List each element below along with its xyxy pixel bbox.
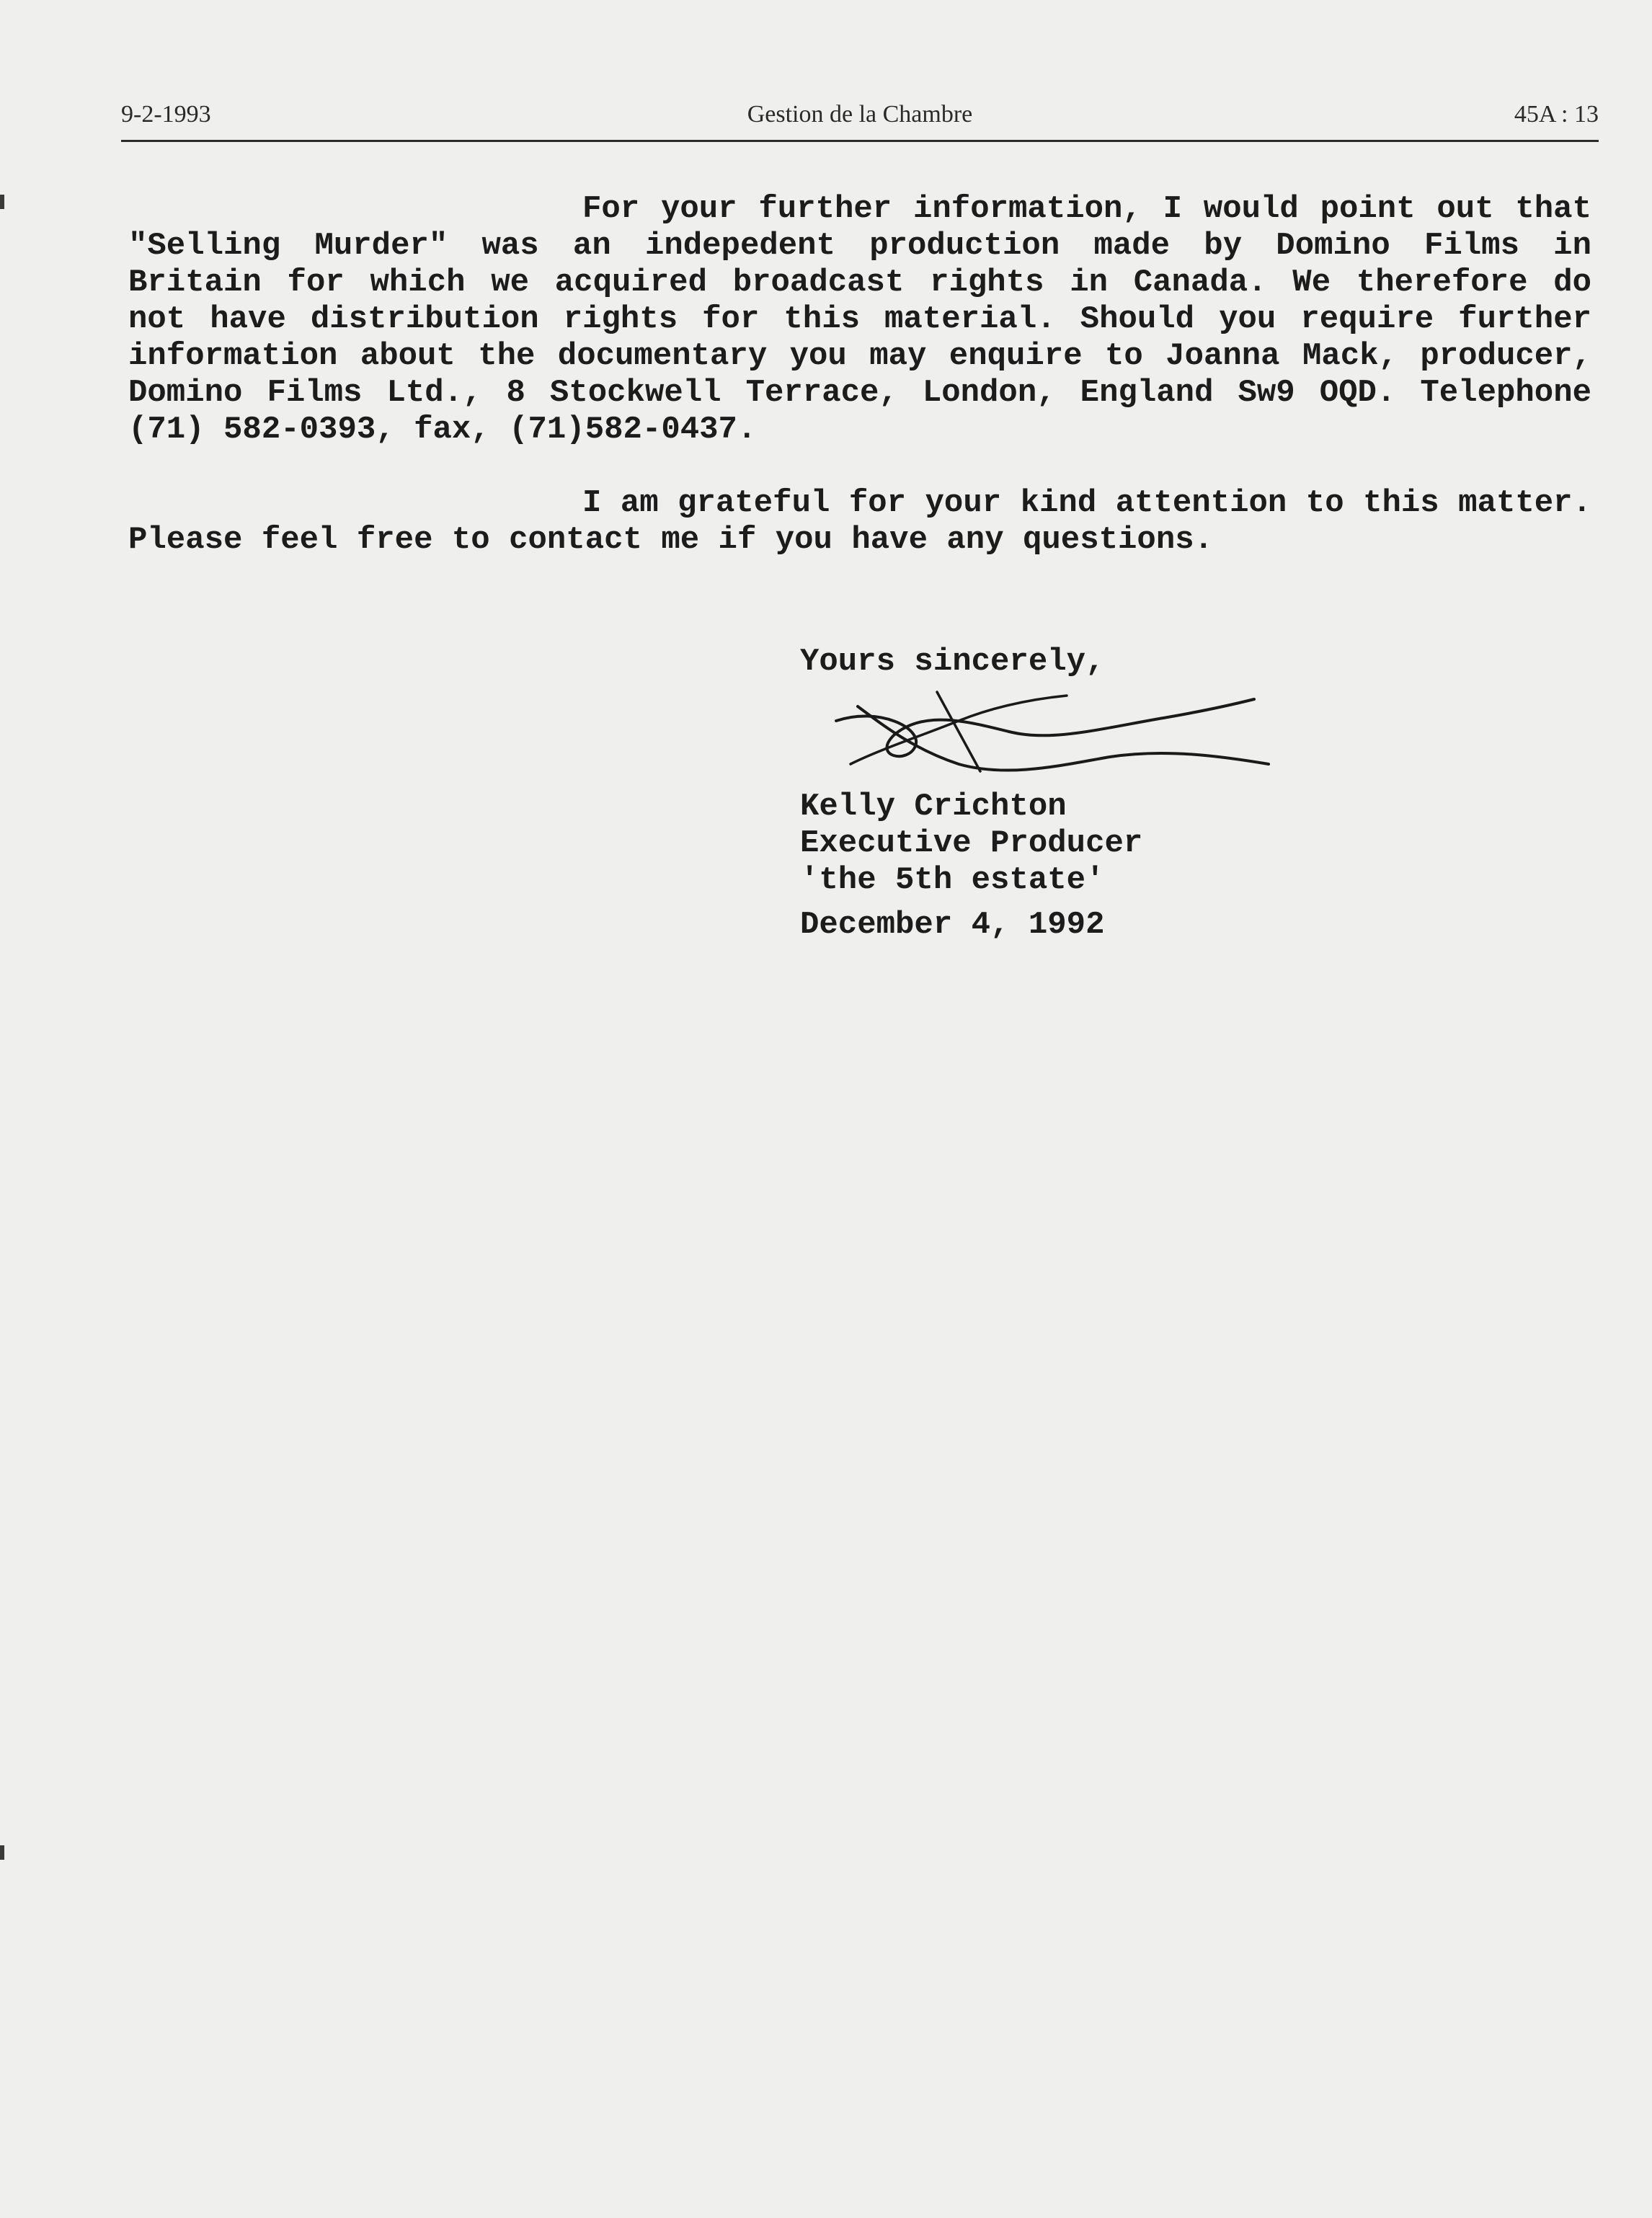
running-header (121, 101, 1599, 138)
letter-date: December 4, 1992 (800, 907, 1105, 943)
letter-paragraph: I am grateful for your kind attention to this matter. Please feel free to contact me if you have any questions. (128, 485, 1591, 558)
closing-salutation: Yours sincerely, (800, 644, 1105, 680)
letter-body (128, 191, 1591, 559)
header-page-number: 45A : 13 (1514, 101, 1599, 128)
header-rule (121, 140, 1599, 142)
signatory-title: Executive Producer (800, 825, 1143, 861)
signatory-name: Kelly Crichton (800, 789, 1067, 825)
scan-edge-mark (0, 195, 4, 209)
signatory-organization: 'the 5th estate' (800, 862, 1105, 898)
scan-edge-mark (0, 1845, 4, 1860)
handwritten-signature (793, 678, 1283, 786)
letter-paragraph: For your further information, I would point out that "Selling Murder" was an indepedent production made by Domino Films in Britain for which we acquired broadcast rights in Canada. We therefore do not have distribution rights for this material. Should you require further information about the documentary you may enquire to Joanna Mack, producer, Domino Films Ltd., 8 Stockwell Terrace, London, England Sw9 OQD. Telephone (71) 582-0393, fax, (71)582-0437. (128, 191, 1591, 448)
header-title: Gestion de la Chambre (747, 101, 973, 128)
header-date: 9-2-1993 (121, 101, 211, 128)
